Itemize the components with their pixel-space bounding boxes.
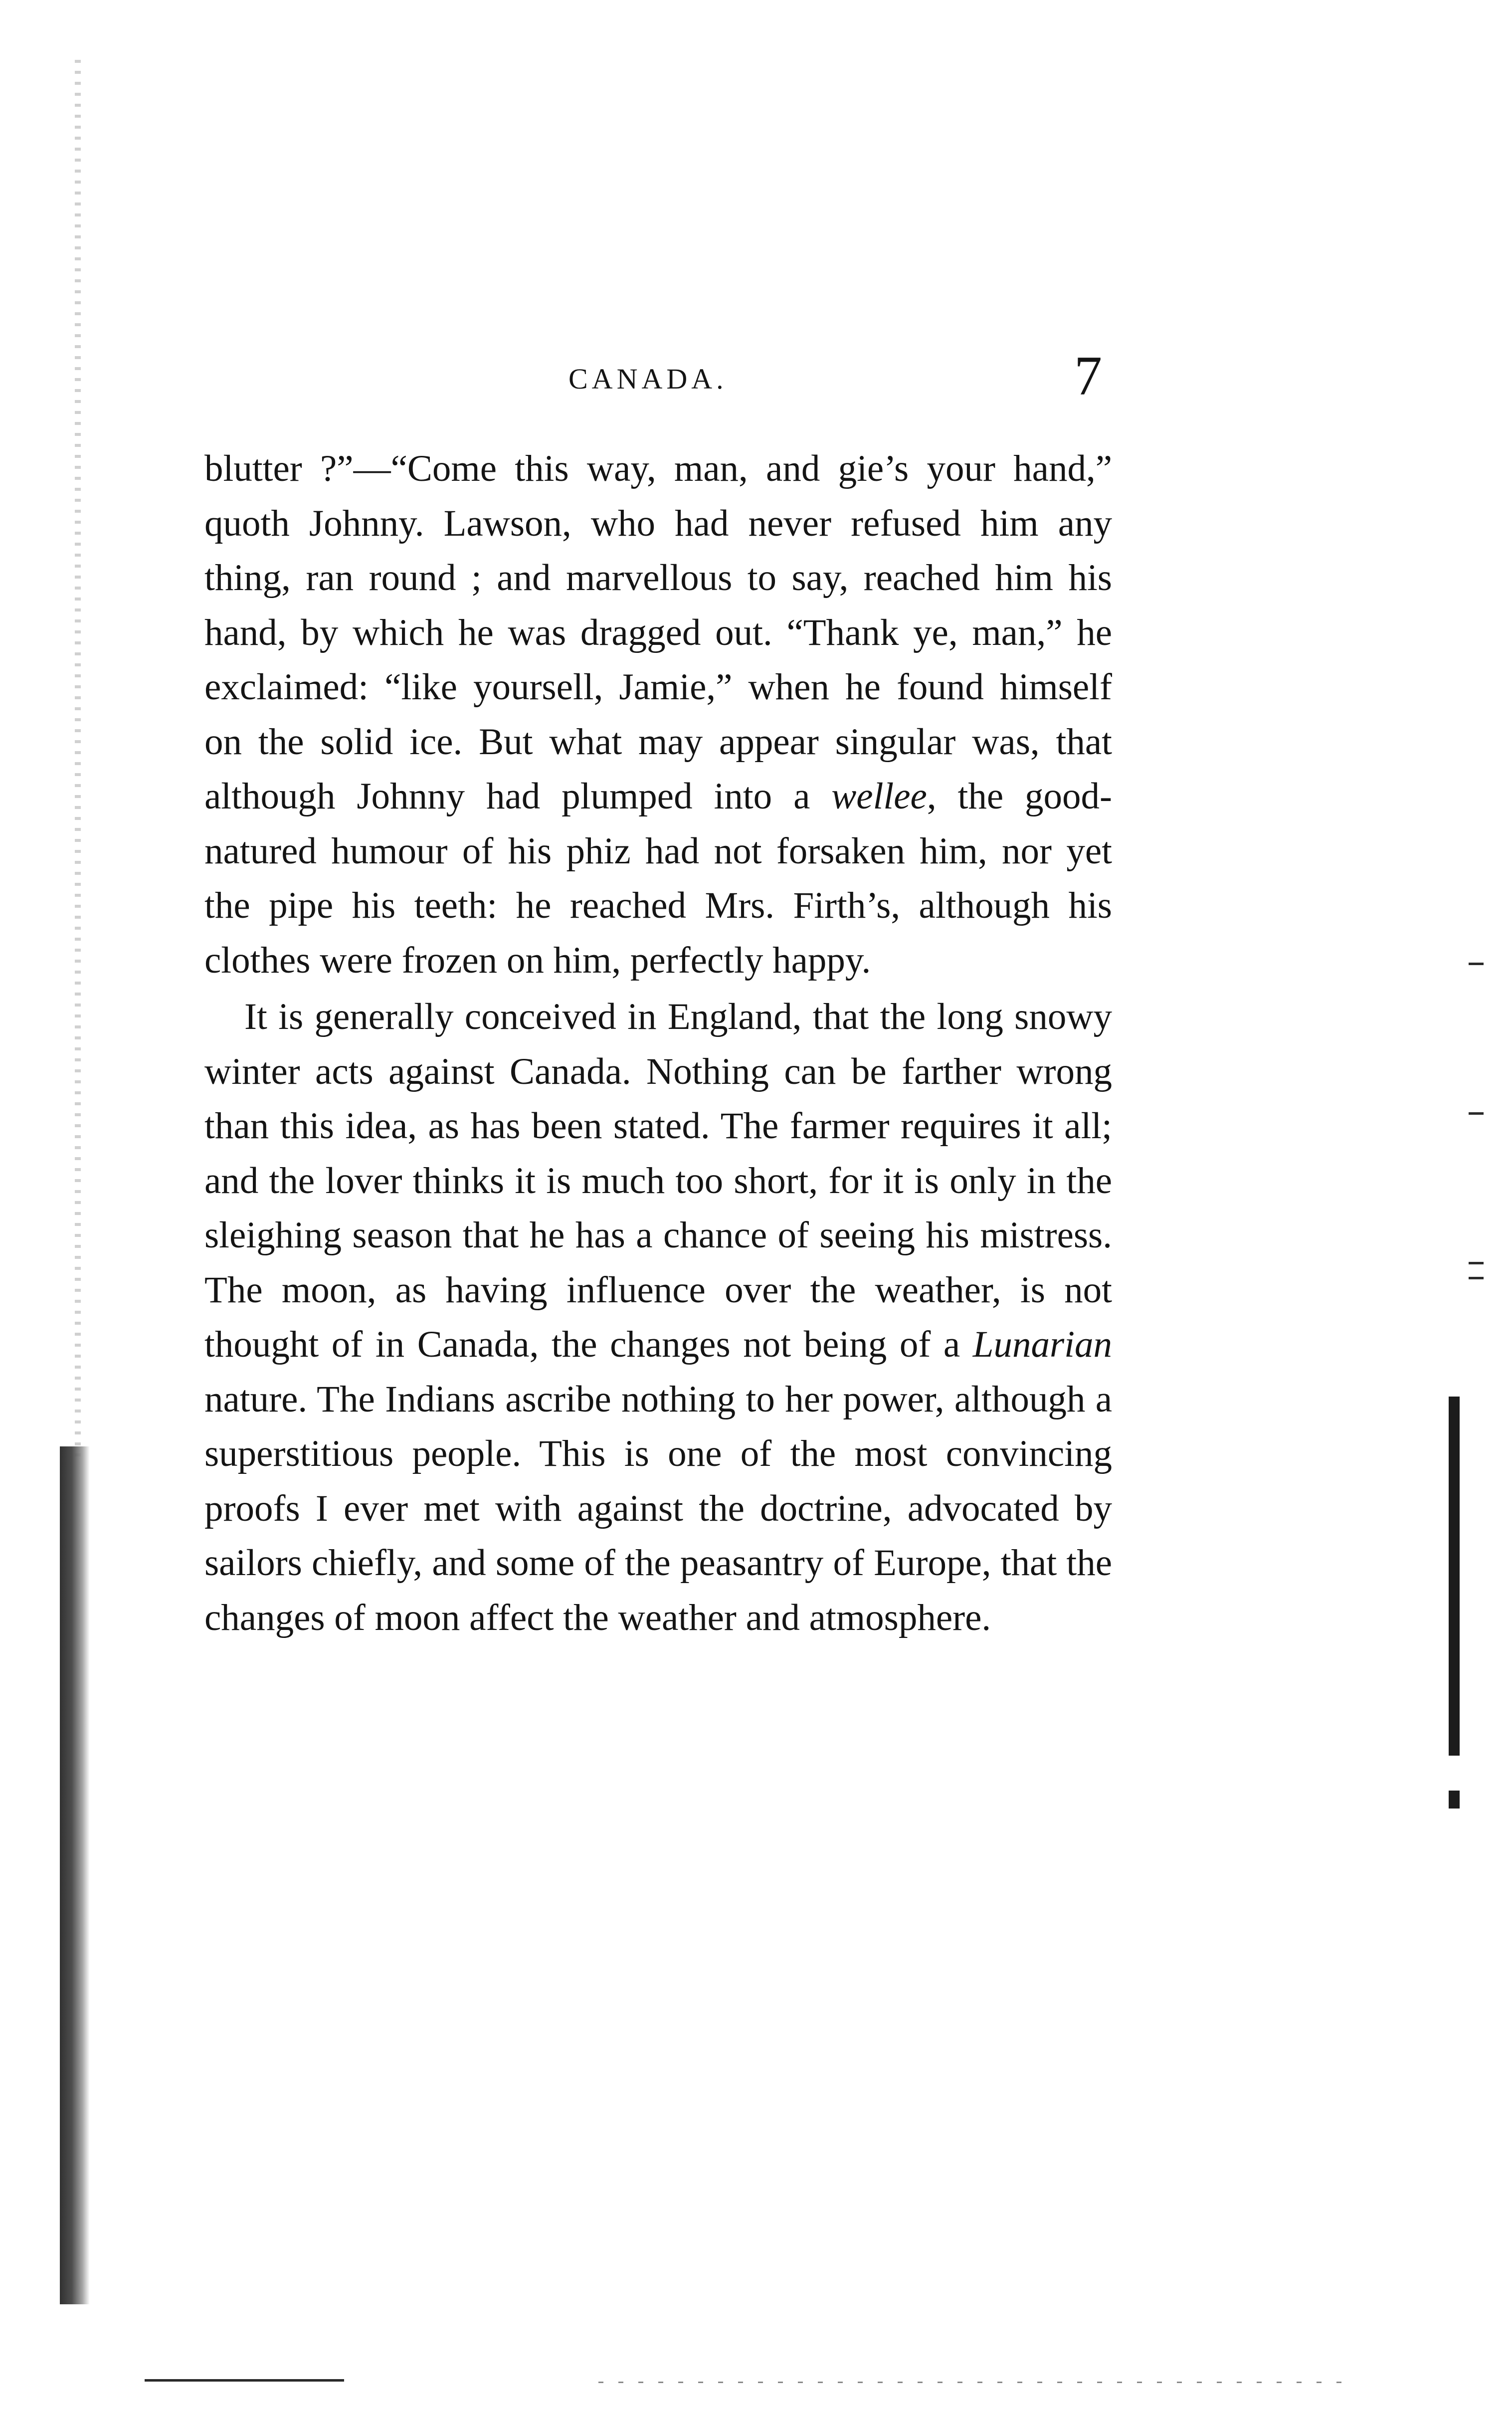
scan-edge-artifact bbox=[1449, 1397, 1460, 1756]
page-number: 7 bbox=[1074, 345, 1102, 407]
scan-edge-artifact bbox=[1449, 1791, 1460, 1809]
italic-word: Lunarian bbox=[972, 1324, 1112, 1365]
text-run: blutter ?”—“Come this way, man, and gie’s your hand,” quoth Johnny. Lawson, who had never refused him any thing, ran round ; and marvellous to say, reached him his hand, by which he was dragged out. “Thank ye, man,” he exclaimed: “like yoursell, Jamie,” when he found himself on the solid ice. But what may appear singular was, that although Johnny had plumped into a bbox=[204, 448, 1112, 817]
text-run: It is generally conceived in England, that the long snowy winter acts against Canada. Nothing can be farther wrong than this idea, as has been stated. The farmer requires it all; and the lover thinks it is much too short, for it is only in the sleighing season that he has a chance of seeing his mistress. The moon, as having influence over the weather, is not thought of in Canada, the changes not being of a bbox=[204, 996, 1112, 1365]
bottom-rule bbox=[598, 2382, 1346, 2383]
bottom-rule bbox=[145, 2379, 344, 2382]
running-title: CANADA. bbox=[568, 363, 728, 395]
scan-edge-artifact bbox=[1469, 1112, 1484, 1115]
scan-edge-artifact bbox=[60, 1446, 90, 2304]
running-head bbox=[204, 344, 1112, 414]
scan-edge-artifact bbox=[1469, 1277, 1484, 1279]
body-text bbox=[204, 441, 1112, 1645]
scan-edge-artifact bbox=[75, 60, 81, 1456]
text-run: , the good-natured humour of his phiz had not forsaken him, nor yet the pipe his teeth: he reached Mrs. Firth’s, although his clothes were frozen on him, perfectly happy. bbox=[204, 776, 1112, 981]
paragraph bbox=[204, 441, 1112, 988]
scan-edge-artifact bbox=[1469, 1262, 1484, 1264]
text-run: nature. The Indians ascribe nothing to her power, although a superstitious people. This is one of the most convincing proofs I ever met with against the doctrine, advocated by sailors chiefly, and some of the peasantry of Europe, that the changes of moon affect the weather and atmosphere. bbox=[204, 1378, 1112, 1638]
italic-word: wellee bbox=[831, 776, 927, 817]
scan-edge-artifact bbox=[1469, 963, 1484, 965]
paragraph bbox=[204, 990, 1112, 1645]
